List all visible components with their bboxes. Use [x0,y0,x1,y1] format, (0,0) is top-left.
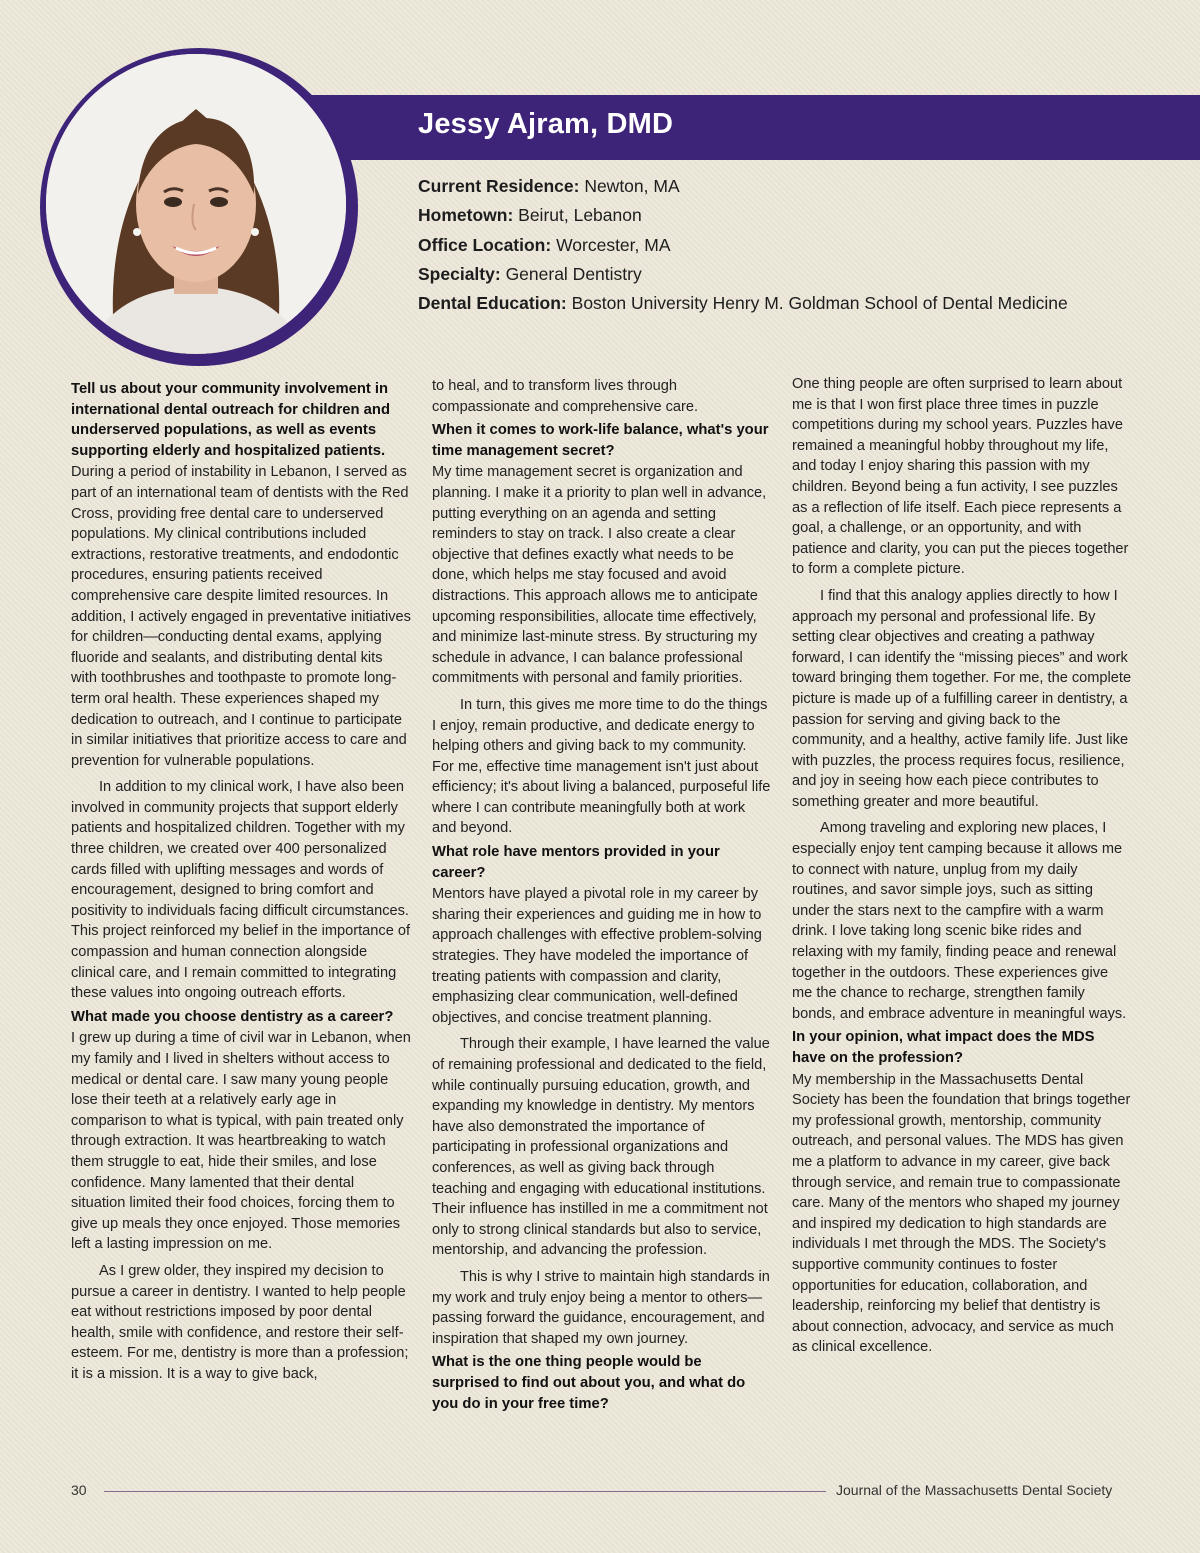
journal-title: Journal of the Massachusetts Dental Society [836,1482,1113,1498]
answer-paragraph: Mentors have played a pivotal role in my career by sharing their experiences and guiding me in how to approach challenges with effective problem-solving strategies. They have modeled the importance of treating patients with compassion and clarity, emphasizing clear communication, well-defined objectives, and concise treatment planning. [432,886,762,1026]
answer-paragraph: I grew up during a time of civil war in Lebanon, when my family and I lived in shelters without access to medical or dental care. I saw many young people lose their teeth at a relatively early age in comparison to what is typical, with pain treated only through extraction. It was heartbreaking to watch them struggle to eat, hide their smiles, and lose confidence. Many lamented that their dental situation limited their food choices, forcing them to give up meals they once enjoyed. Those memories left a lasting impression on me. [71,1030,411,1253]
answer-paragraph: One thing people are often surprised to learn about me is that I won first place three times in puzzle competitions during my school years. Puzzles have remained a meaningful hobby throughout my life, and today I enjoy sharing this passion with my children. Beyond being a fun activity, I see puzzles as a reflection of life itself. Each piece represents a goal, a challenge, or an opportunity, and with patience and clarity, you can put the pieces together to form a complete picture. [792,376,1129,578]
fact-value: Boston University Henry M. Goldman School of Dental Medicine [571,293,1068,314]
article-column-2 [432,376,772,1415]
fact-label: Specialty: [418,263,501,284]
answer-paragraph: As I grew older, they inspired my decision to pursue a career in dentistry. I wanted to help people eat without restrictions imposed by poor dental health, smile with confidence, and restore their self-esteem. For me, dentistry is more than a profession; it is a mission. It is a way to give back, [71,1262,409,1382]
fact-label: Office Location: [418,234,552,255]
fact-dental-education [418,289,1178,318]
profile-name: Jessy Ajram, DMD [418,108,674,140]
answer-paragraph: My membership in the Massachusetts Dental Society has been the foundation that brings together my professional growth, mentorship, community outreach, and personal values. The MDS has given me a platform to advance in my career, give back through service, and remain true to compassionate care. Many of the mentors who shaped my journey and inspired my dedication to high standards are individuals I met through the MDS. The Society's supportive community continues to foster opportunities for education, collaboration, and leadership, reinforcing my belief that dentistry is about connection, advocacy, and service as much as clinical excellence. [792,1071,1131,1356]
fact-value: Beirut, Lebanon [518,205,642,226]
article-column-1 [71,376,411,1385]
question-mds-impact: In your opinion, what impact does the MDS have on the profession? [792,1029,1095,1066]
answer-paragraph: I find that this analogy applies directly to how I approach my personal and professional life. By setting clear objectives and creating a pathway forward, I can identify the “missing pieces” and work toward bringing them together. For me, the complete picture is made up of a fulfilling career in dentistry, a passion for serving and giving back to the community, and a healthy, active family life. Just like with puzzles, the process requires focus, resilience, and joy in seeing how each piece contributes to something greater and more beautiful. [792,587,1132,810]
article-column-3 [792,374,1132,1358]
profile-facts [418,172,1178,318]
answer-paragraph: My time management secret is organization and planning. I make it a priority to plan well in advance, putting everything on an agenda and setting reminders to stay on track. I also create a clear objective that defines exactly what needs to be done, which helps me stay focused and avoid distractions. This approach allows me to anticipate upcoming responsibilities, allocate time effectively, and minimize last-minute stress. By structuring my schedule in advance, I can balance professional commitments with personal and family priorities. [432,464,767,687]
question-surprising-fact: What is the one thing people would be surprised to find out about you, and what do you do in your free time? [432,1354,746,1412]
answer-paragraph: During a period of instability in Lebanon, I served as part of an international team of dentists with the Red Cross, providing free dental care to underserved populations. My clinical contributions included extractions, restorative treatments, and endodontic procedures, ensuring patients received comprehensive care despite limited resources. In addition, I actively engaged in preventative initiatives for children—conducting dental exams, applying fluoride and sealants, and distributing dental kits with toothbrushes and toothpaste to promote long-term oral health. These experiences shaped my dedication to outreach, and I continue to participate in similar initiatives that prioritize access to care and prevention for vulnerable populations. [71,464,411,769]
question-community-involvement: Tell us about your community involvement in international dental outreach for children and underserved populations, as well as events supporting elderly and hospitalized patients. [71,381,390,459]
question-work-life-balance: When it comes to work-life balance, what's your time management secret? [432,422,769,459]
fact-hometown [418,201,1178,230]
fact-value: Newton, MA [584,176,680,196]
answer-paragraph: In turn, this gives me more time to do the things I enjoy, remain productive, and dedicate energy to helping others and giving back to my community. For me, effective time management isn't just about efficiency; it's about living a balanced, purposeful life where I can contribute meaningfully both at work and beyond. [432,696,771,837]
fact-label: Dental Education: [418,293,567,314]
answer-paragraph: In addition to my clinical work, I have also been involved in community projects that support elderly patients and hospitalized children. Together with my three children, we created over 400 personalized cards filled with uplifting messages and words of encouragement, designed to bring comfort and positivity to individuals facing difficult circumstances. This project reinforced my belief in the importance of compassion and human connection alongside clinical care, and I remain committed to integrating these values into ongoing outreach efforts. [71,779,411,1002]
page-number: 30 [71,1482,87,1498]
fact-value: General Dentistry [505,263,642,284]
fact-label: Current Residence: [418,176,580,196]
fact-value: Worcester, MA [556,234,671,255]
fact-specialty [418,260,1178,289]
answer-paragraph: Through their example, I have learned the value of remaining professional and dedicated to the field, while continually pursuing education, growth, and expanding my knowledge in dentistry. My mentors have also demonstrated the importance of participating in professional organizations and conferences, as well as giving back through teaching and engaging with educational institutions. Their influence has instilled in me a commitment not only to strong clinical standards but also to service, mentorship, and advancing the profession. [432,1036,770,1259]
fact-label: Hometown: [418,205,514,226]
fact-office-location [418,231,1178,260]
answer-paragraph: This is why I strive to maintain high standards in my work and truly enjoy being a mentor to others—passing forward the guidance, encouragement, and inspiration that shaped my own journey. [432,1268,770,1347]
answer-paragraph: to heal, and to transform lives through compassionate and comprehensive care. [432,378,699,415]
fact-current-residence [418,172,1178,201]
question-why-dentistry: What made you choose dentistry as a career? [71,1008,394,1025]
portrait-photo [46,54,346,354]
answer-paragraph: Among traveling and exploring new places, I especially enjoy tent camping because it allows me to connect with nature, unplug from my daily routines, and savor simple joys, such as sitting under the stars next to the campfire with a warm drink. I love taking long scenic bike rides and relaxing with my family, finding peace and renewal together in the outdoors. These experiences give me the chance to recharge, strengthen family bonds, and embrace adventure in meaningful ways. [792,820,1127,1022]
question-mentors: What role have mentors provided in your career? [432,844,720,881]
portrait-illustration [46,54,346,354]
footer-divider [104,1491,826,1492]
